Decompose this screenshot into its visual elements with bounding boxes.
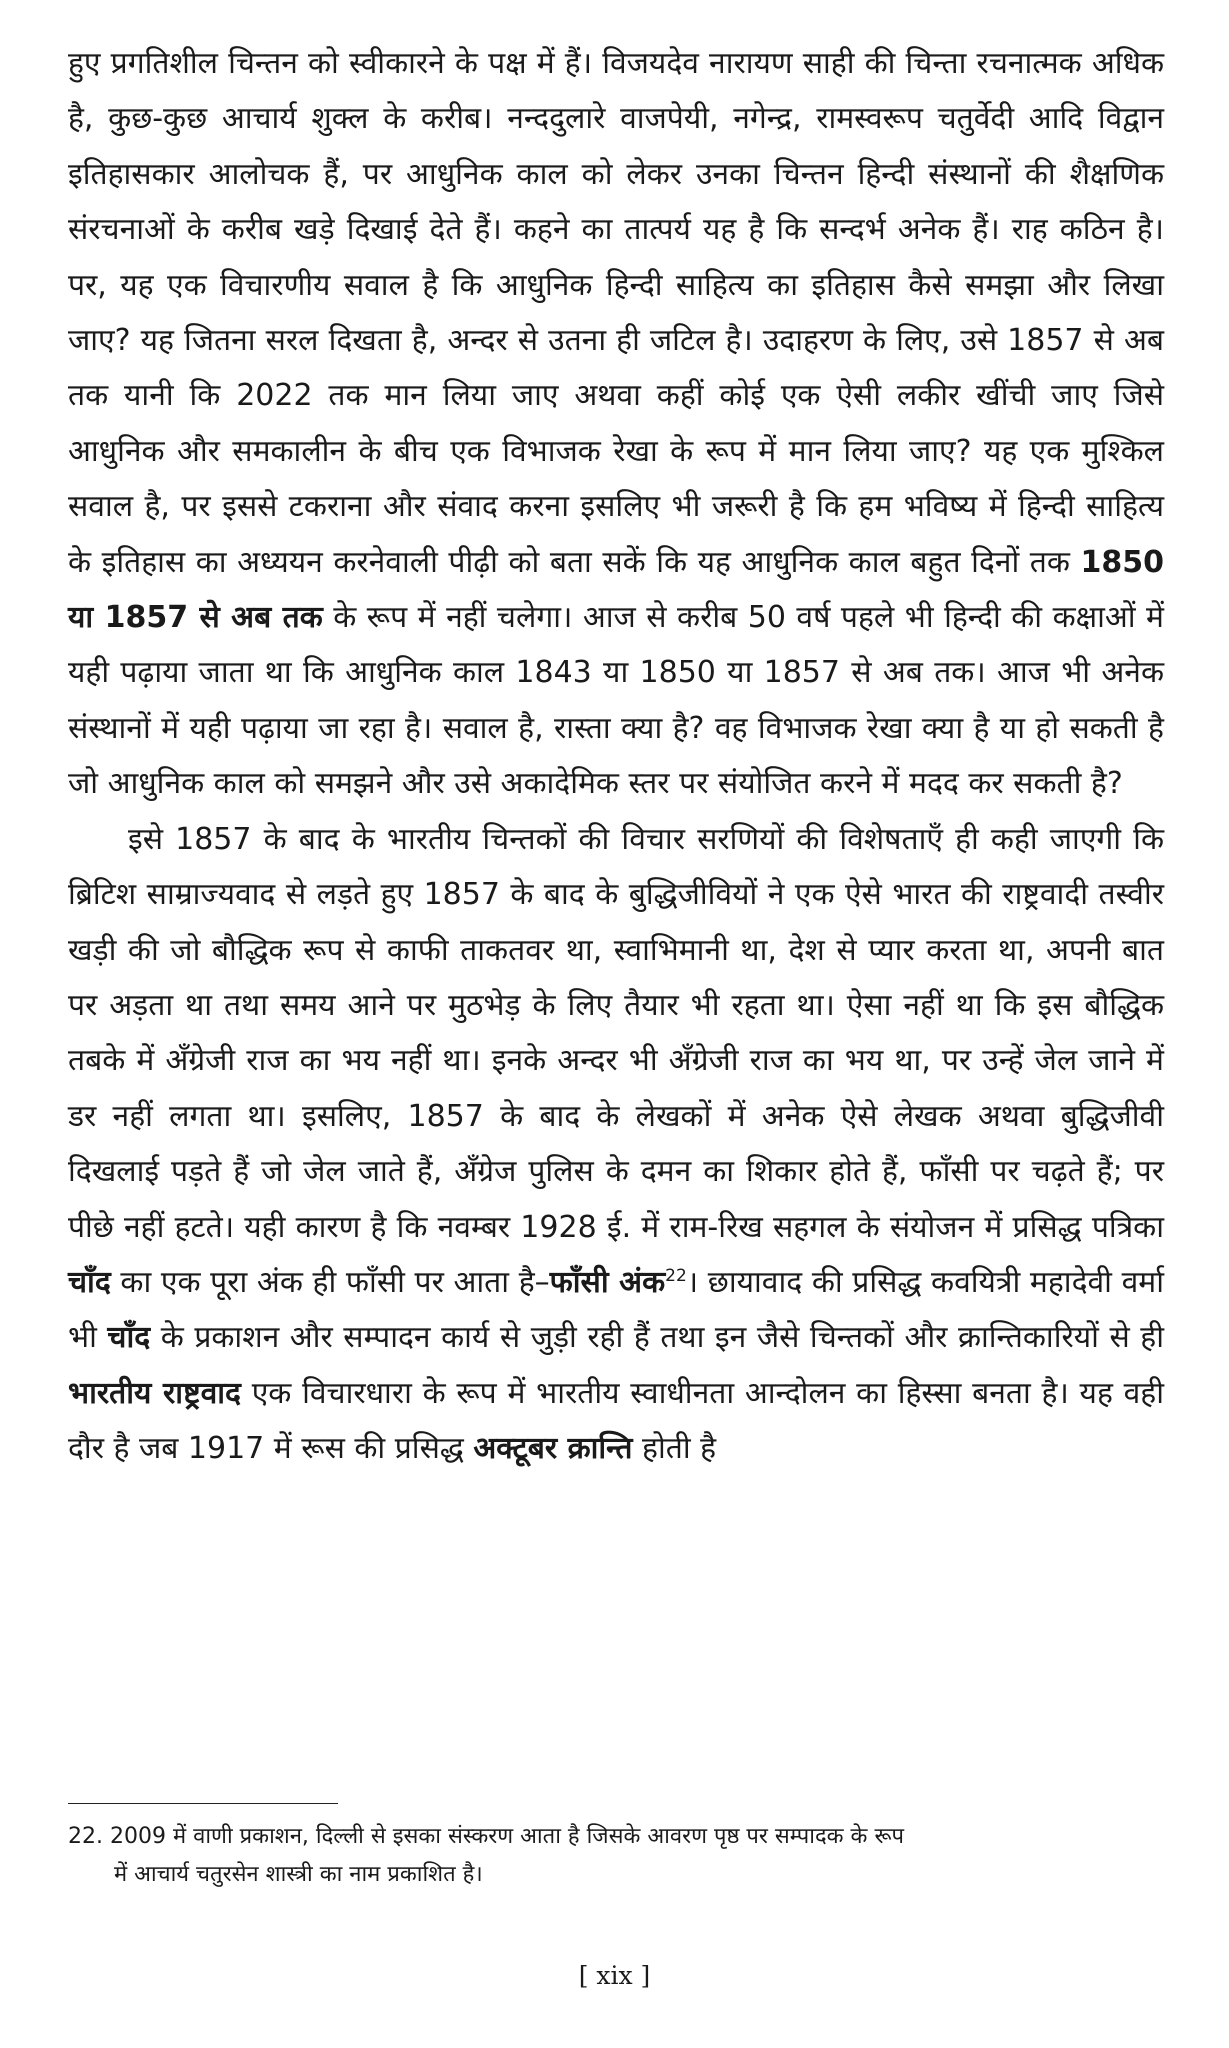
paragraph — [68, 812, 1164, 1477]
footnote-reference: 22 — [665, 1265, 687, 1286]
paragraph — [68, 36, 1164, 812]
page-number: [ xix ] — [578, 1961, 651, 1990]
footnote-number: 22. — [68, 1824, 103, 1849]
bold-text: चाँद — [107, 1320, 151, 1356]
paragraph-text: इसे 1857 के बाद के भारतीय चिन्तकों की विचार सरणियों की विशेषताएँ ही कही जाएगी कि ब्रिटिश साम्राज्यवाद से लड़ते हुए 1857 के बाद के बुद्धिजीवियों ने एक ऐसे भारत की राष्ट्रवादी तस्वीर खड़ी की जो बौद्धिक रूप से काफी ताकतवर था, स्वाभिमानी था, देश से प्यार करता था, अपनी बात पर अड़ता था तथा समय आने पर मुठभेड़ के लिए तैयार भी रहता था। ऐसा नहीं था कि इस बौद्धिक तबके में अँग्रेजी राज का भय नहीं था। इनके अन्दर भी अँग्रेजी राज का भय था, पर उन्हें जेल जाने में डर नहीं लगता था। इसलिए, 1857 के बाद के लेखकों में अनेक ऐसे लेखक अथवा बुद्धिजीवी दिखलाई पड़ते हैं जो जेल जाते हैं, अँग्रेज पुलिस के दमन का शिकार होते हैं, फाँसी पर चढ़ते हैं; पर पीछे नहीं हटते। यही कारण है कि नवम्बर 1928 ई. में राम-रिख सहगल के संयोजन में प्रसिद्ध पत्रिका — [68, 821, 1165, 1245]
bold-text: चाँद — [68, 1264, 111, 1300]
paragraph-text: का एक पूरा अंक ही फाँसी पर आता है– — [110, 1264, 550, 1300]
footnote — [68, 1818, 1164, 1894]
paragraph-text: होती है — [632, 1431, 717, 1467]
bold-text: भारतीय राष्ट्रवाद — [68, 1375, 241, 1411]
bold-text: फाँसी अंक — [549, 1264, 666, 1300]
footnote-rule — [68, 1803, 338, 1804]
paragraph-text: के प्रकाशन और सम्पादन कार्य से जुड़ी रही हैं तथा इन जैसे चिन्तकों और क्रान्तिकारियों से ही — [150, 1320, 1164, 1356]
paragraph-text: के रूप में नहीं चलेगा। आज से करीब 50 वर्ष पहले भी हिन्दी की कक्षाओं में यही पढ़ाया जाता था कि आधुनिक काल 1843 या 1850 या 1857 से अब तक। आज भी अनेक संस्थानों में यही पढ़ाया जा रहा है। सवाल है, रास्ता क्या है? वह विभाजक रेखा क्या है या हो सकती है जो आधुनिक काल को समझने और उसे अकादेमिक स्तर पर संयोजित करने में मदद कर सकती है? — [68, 600, 1164, 802]
bold-text: अक्टूबर क्रान्ति — [473, 1431, 633, 1467]
body-text — [68, 36, 1164, 1477]
paragraph-text: एक विचारधारा के रूप में भारतीय स्वाधीनता आन्दोलन का हिस्सा बनता है। यह वही दौर है जब 1917 में रूस की प्रसिद्ध — [68, 1375, 1164, 1467]
paragraph-text: हुए प्रगतिशील चिन्तन को स्वीकारने के पक्ष में हैं। विजयदेव नारायण साही की चिन्ता रचनात्मक अधिक है, कुछ-कुछ आचार्य शुक्ल के करीब। नन्ददुलारे वाजपेयी, नगेन्द्र, रामस्वरूप चतुर्वेदी आदि विद्वान इतिहासकार आलोचक हैं, पर आधुनिक काल को लेकर उनका चिन्तन हिन्दी संस्थानों की शैक्षणिक संरचनाओं के करीब खड़े दिखाई देते हैं। कहने का तात्पर्य यह है कि सन्दर्भ अनेक हैं। राह कठिन है। पर, यह एक विचारणीय सवाल है कि आधुनिक हिन्दी साहित्य का इतिहास कैसे समझा और लिखा जाए? यह जितना सरल दिखता है, अन्दर से उतना ही जटिल है। उदाहरण के लिए, उसे 1857 से अब तक यानी कि 2022 तक मान लिया जाए अथवा कहीं कोई एक ऐसी लकीर खींची जाए जिसे आधुनिक और समकालीन के बीच एक विभाजक रेखा के रूप में मान लिया जाए? यह एक मुश्किल सवाल है, पर इससे टकराना और संवाद करना इसलिए भी जरूरी है कि हम भविष्य में हिन्दी साहित्य के इतिहास का अध्ययन करनेवाली पीढ़ी को बता सकें कि यह आधुनिक काल बहुत दिनों तक — [68, 46, 1164, 580]
bold-text: 1850 या 1857 से अब तक — [68, 544, 1164, 636]
footnote-text-1: 2009 में वाणी प्रकाशन, दिल्ली से इसका संस्करण आता है जिसके आवरण पृष्ठ पर सम्पादक के रूप — [103, 1824, 905, 1849]
paragraph-text: । छायावाद की प्रसिद्ध कवयित्री महादेवी वर्मा भी — [68, 1264, 1164, 1356]
footnote-line-1 — [68, 1818, 1164, 1856]
footnote-line-2: में आचार्य चतुरसेन शास्त्री का नाम प्रकाशित है। — [114, 1862, 483, 1887]
